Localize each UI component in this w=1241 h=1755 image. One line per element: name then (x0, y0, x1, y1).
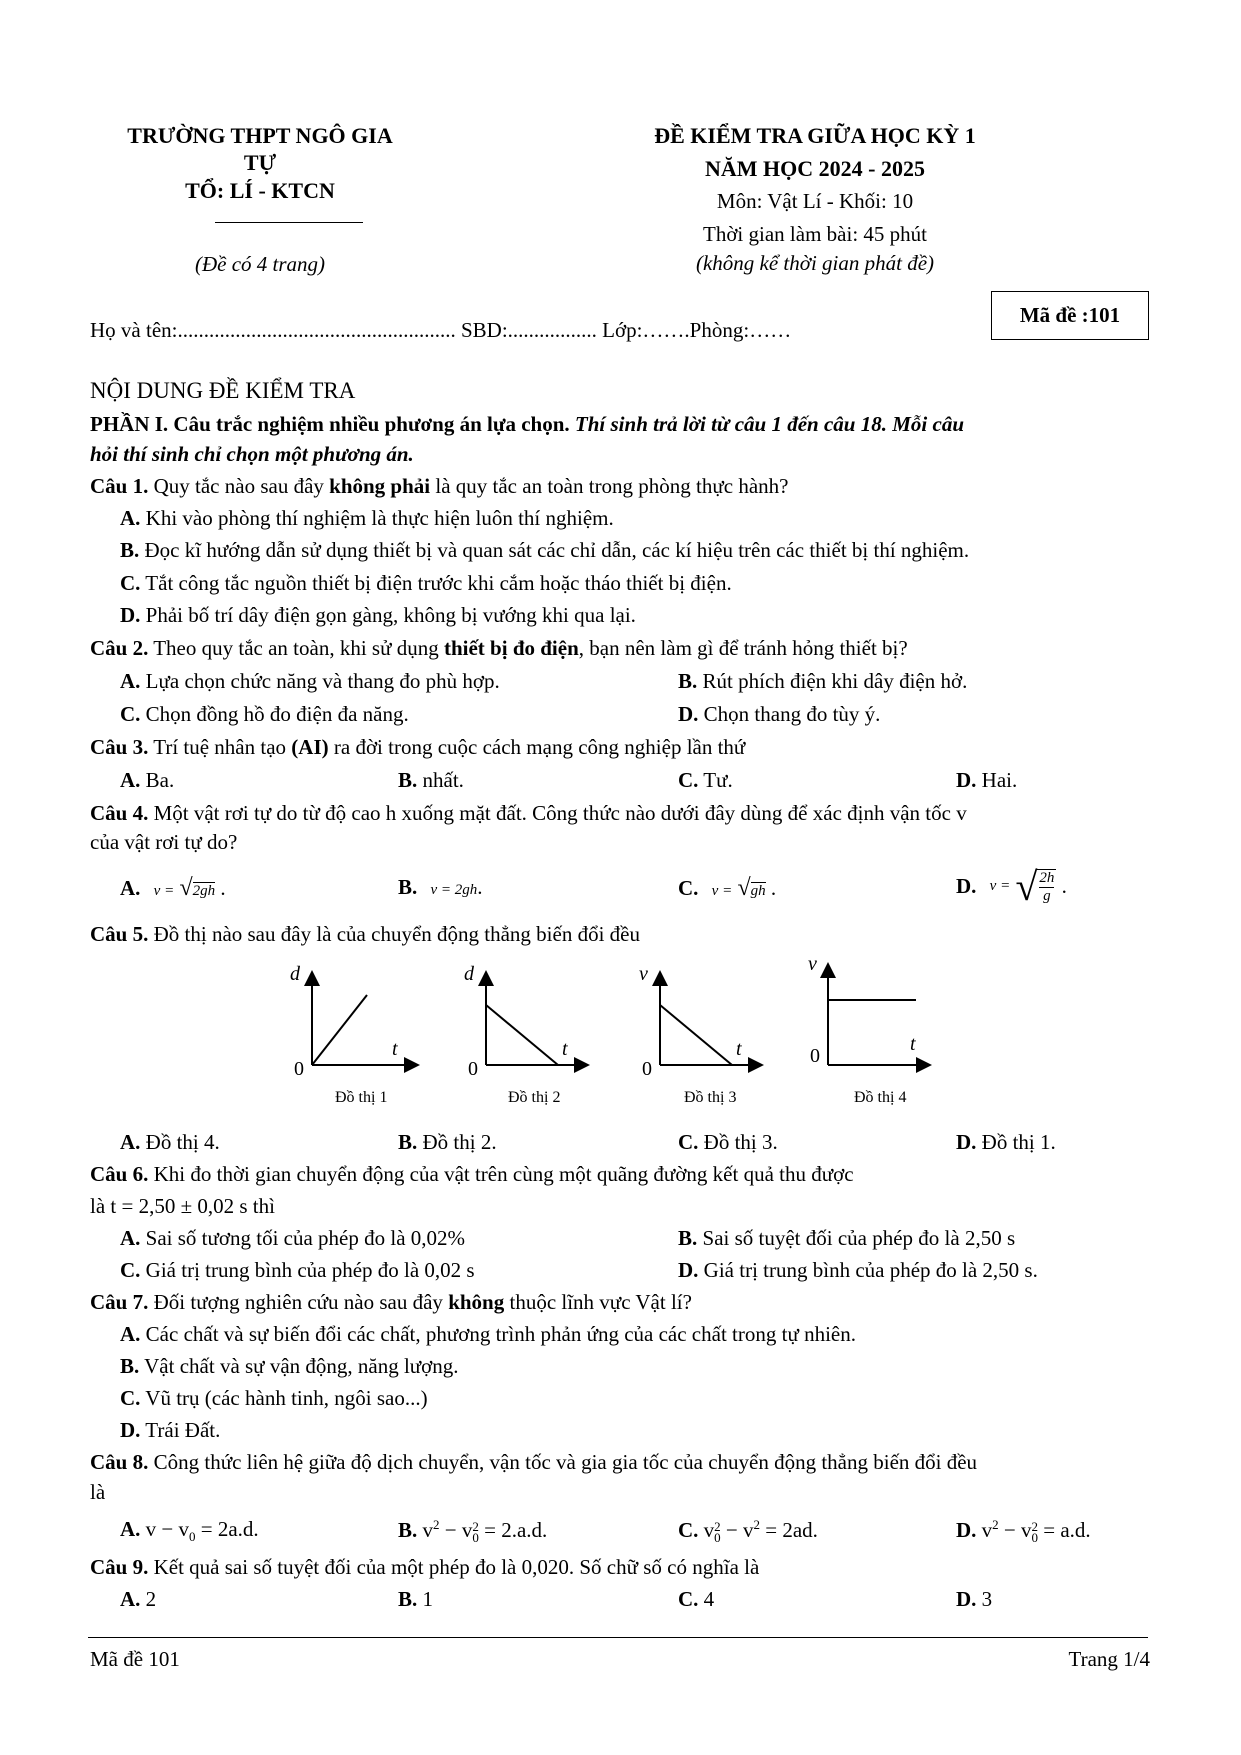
q9-option-b[interactable]: B. 1 (398, 1587, 434, 1611)
q2-option-a[interactable]: A. Lựa chọn chức năng và thang đo phù hợp. (120, 669, 500, 693)
motion-graphs (280, 950, 940, 1120)
q6-option-c[interactable]: C. Giá trị trung bình của phép đo là 0,02 s (120, 1258, 475, 1282)
part-instruction-2: hỏi thí sinh chỉ chọn một phương án. (90, 442, 414, 466)
school-name-line2: TỰ (243, 150, 277, 175)
duration-note: (không kể thời gian phát đề) (695, 251, 935, 275)
footer-exam-code: Mã đề 101 (90, 1647, 180, 1671)
question-6-line2: là t = 2,50 ± 0,02 s thì (90, 1194, 275, 1218)
sqrt-symbol: √ (179, 875, 193, 901)
q4-option-d[interactable]: D. v = √ $\frac{2h}{g}$ . (956, 864, 1067, 909)
subject: Môn: Vật Lí - Khối: 10 (716, 189, 914, 213)
section-title: NỘI DUNG ĐỀ KIỂM TRA (90, 378, 356, 403)
q4-option-b[interactable]: B. v = 2gh. (398, 875, 483, 899)
graph-2 (464, 963, 582, 1106)
graph-1-ylabel: d (290, 963, 300, 985)
question-7: Câu 7. Đối tượng nghiên cứu nào sau đây không thuộc lĩnh vực Vật lí? (90, 1290, 692, 1314)
q4-option-c[interactable]: C. v = √gh . (678, 875, 777, 901)
q4-option-a[interactable]: A. v = √2gh . (120, 875, 226, 901)
graph-3-ylabel: v (639, 963, 648, 985)
graph-2-ylabel: d (464, 963, 474, 985)
exam-code: Mã đề :101 (1019, 303, 1121, 327)
graph-3-caption: Đồ thị 3 (684, 1089, 737, 1106)
graph-4-ylabel: v (808, 953, 817, 975)
q2-option-d[interactable]: D. Chọn thang đo tùy ý. (678, 702, 881, 726)
q7-option-d[interactable]: D. Trái Đất. (120, 1418, 221, 1442)
q5-option-c[interactable]: C. Đồ thị 3. (678, 1130, 778, 1154)
graph-3-origin: 0 (642, 1058, 652, 1080)
graph-1-xlabel: t (392, 1038, 398, 1060)
question-5: Câu 5. Đồ thị nào sau đây là của chuyển động thẳng biến đổi đều (90, 922, 640, 946)
graph-4-origin: 0 (810, 1045, 820, 1067)
graph-3-xlabel: t (736, 1038, 742, 1060)
question-8-line1: Câu 8. Công thức liên hệ giữa độ dịch chuyển, vận tốc và gia gia tốc của chuyển động thẳng biến đổi đều (90, 1450, 978, 1474)
graph-4-xlabel: t (910, 1033, 916, 1055)
part-instruction-1: Thí sinh trả lời từ câu 1 đến câu 18. Mỗi câu (574, 412, 964, 436)
graph-2-xlabel: t (562, 1038, 568, 1060)
q9-option-c[interactable]: C. 4 (678, 1587, 715, 1611)
q1-option-c[interactable]: C. Tắt công tắc nguồn thiết bị điện trước khi cắm hoặc tháo thiết bị điện. (120, 571, 732, 595)
question-9: Câu 9. Kết quả sai số tuyệt đối của một phép đo là 0,020. Số chữ số có nghĩa là (90, 1555, 760, 1579)
student-info-line: Họ và tên:..................................................... SBD:................. Lớp:…….Phòng:…… (90, 318, 792, 342)
header-divider (215, 222, 363, 223)
question-2: Câu 2. Theo quy tắc an toàn, khi sử dụng thiết bị đo điện, bạn nên làm gì để tránh hỏng thiết bị? (90, 636, 908, 660)
graph-4-caption: Đồ thị 4 (854, 1089, 907, 1106)
graph-3 (639, 963, 756, 1106)
graph-3-line (660, 1005, 732, 1065)
part-heading (90, 412, 964, 437)
graph-2-line (486, 1005, 558, 1065)
school-year: NĂM HỌC 2024 - 2025 (705, 156, 925, 181)
q5-option-d[interactable]: D. Đồ thị 1. (956, 1130, 1056, 1154)
footer-page-number: Trang 1/4 (1068, 1647, 1150, 1671)
pages-note: (Đề có 4 trang) (194, 252, 326, 276)
q3-option-b[interactable]: B. nhất. (398, 768, 464, 792)
q2-option-c[interactable]: C. Chọn đồng hồ đo điện đa năng. (120, 702, 409, 726)
q9-option-a[interactable]: A. 2 (120, 1587, 157, 1611)
graph-1-line (312, 995, 367, 1065)
sqrt-symbol: √ (737, 875, 751, 901)
q1-option-a[interactable]: A. Khi vào phòng thí nghiệm là thực hiện luôn thí nghiệm. (120, 506, 614, 530)
question-4-line2: của vật rơi tự do? (90, 830, 238, 854)
department-name: TỔ: LÍ - KTCN (185, 178, 335, 203)
exam-title: ĐỀ KIỂM TRA GIỮA HỌC KỲ 1 (654, 123, 976, 148)
graph-1 (290, 963, 412, 1106)
q3-option-c[interactable]: C. Tư. (678, 768, 733, 792)
q6-option-a[interactable]: A. Sai số tương tối của phép đo là 0,02% (120, 1226, 466, 1250)
question-6-line1: Câu 6. Khi đo thời gian chuyển động của vật trên cùng một quãng đường kết quả thu được (90, 1162, 854, 1186)
graph-2-origin: 0 (468, 1058, 478, 1080)
question-3: Câu 3. Trí tuệ nhân tạo (AI) ra đời trong cuộc cách mạng công nghiệp lần thứ (90, 735, 746, 759)
q5-option-a[interactable]: A. Đồ thị 4. (120, 1130, 220, 1154)
question-4-line1: Câu 4. Một vật rơi tự do từ độ cao h xuống mặt đất. Công thức nào dưới đây dùng để xác định vận tốc v (90, 801, 967, 825)
q8-option-b[interactable]: B. $v^2 - v$ 2 0 = 2.a.d. (398, 1517, 548, 1546)
question-8-line2: là (90, 1480, 106, 1504)
q7-option-c[interactable]: C. Vũ trụ (các hành tinh, ngôi sao...) (120, 1386, 428, 1410)
q9-option-d[interactable]: D. 3 (956, 1587, 993, 1611)
footer-divider (88, 1637, 1148, 1638)
q1-option-b[interactable]: B. Đọc kĩ hướng dẫn sử dụng thiết bị và quan sát các chỉ dẫn, các kí hiệu trên các thiết bị thí nghiệm. (120, 538, 970, 562)
q8-option-a[interactable]: A. $v - v_0 = 2a.d$. (120, 1517, 259, 1545)
q6-option-d[interactable]: D. Giá trị trung bình của phép đo là 2,50 s. (678, 1258, 1038, 1282)
graph-1-caption: Đồ thị 1 (335, 1089, 388, 1106)
exam-code-box (991, 291, 1149, 340)
school-name-line1: TRƯỜNG THPT NGÔ GIA (127, 123, 393, 148)
q7-option-b[interactable]: B. Vật chất và sự vận động, năng lượng. (120, 1354, 459, 1378)
q1-option-d[interactable]: D. Phải bố trí dây điện gọn gàng, không bị vướng khi qua lại. (120, 603, 636, 627)
q6-option-b[interactable]: B. Sai số tuyệt đối của phép đo là 2,50 s (678, 1226, 1016, 1250)
q8-option-d[interactable]: D. $v^2 - v$ 2 0 = a.d. (956, 1517, 1091, 1546)
graph-1-origin: 0 (294, 1058, 304, 1080)
question-1: Câu 1. Quy tắc nào sau đây không phải là quy tắc an toàn trong phòng thực hành? (90, 474, 789, 498)
q7-option-a[interactable]: A. Các chất và sự biến đổi các chất, phương trình phản ứng của các chất trong tự nhiên. (120, 1322, 856, 1346)
q3-option-d[interactable]: D. Hai. (956, 768, 1018, 792)
q5-option-b[interactable]: B. Đồ thị 2. (398, 1130, 497, 1154)
graph-2-caption: Đồ thị 2 (508, 1089, 561, 1106)
q2-option-b[interactable]: B. Rút phích điện khi dây điện hở. (678, 669, 968, 693)
sqrt-symbol: √ (1015, 864, 1038, 909)
fraction: $\frac{2h}{g}$ (1039, 869, 1055, 904)
part-title: PHẦN I. Câu trắc nghiệm nhiều phương án lựa chọn. (90, 412, 570, 436)
graph-4 (808, 953, 924, 1106)
q8-option-c[interactable]: C. v 2 0 − $v^2 = 2ad$. (678, 1517, 818, 1546)
q3-option-a[interactable]: A. Ba. (120, 768, 175, 792)
duration: Thời gian làm bài: 45 phút (703, 222, 927, 246)
